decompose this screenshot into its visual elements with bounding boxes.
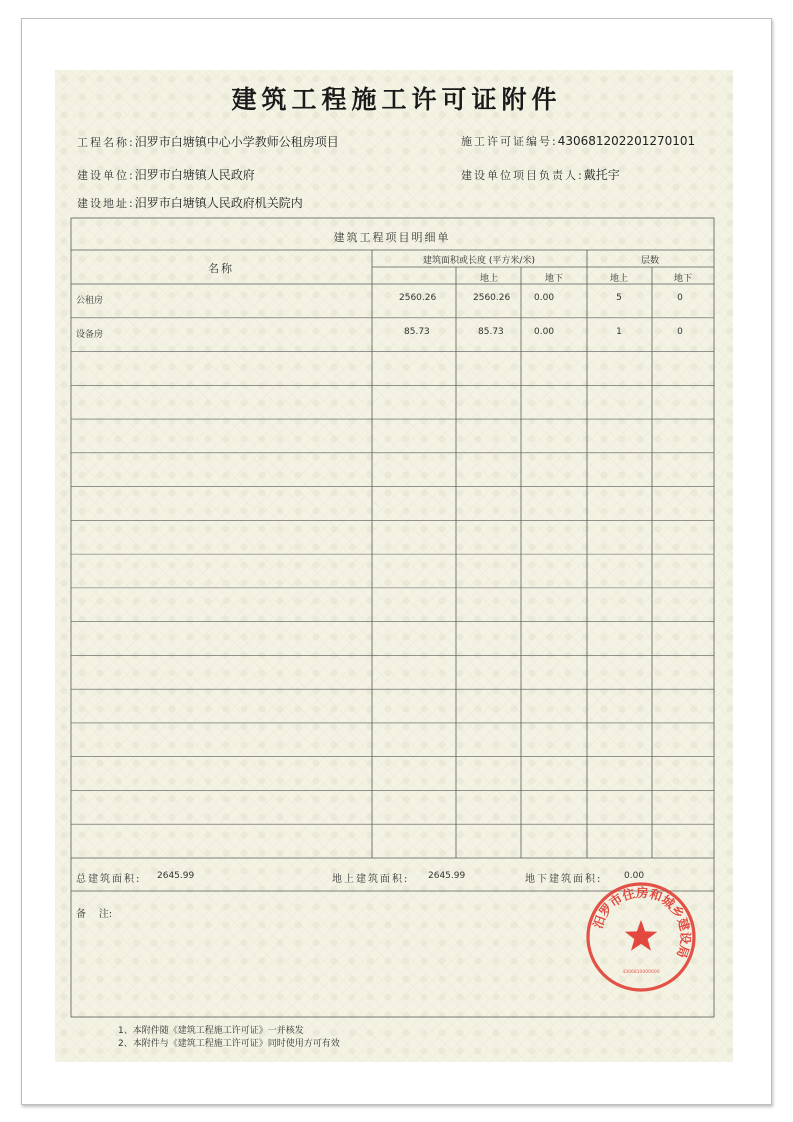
table-caption: 建筑工程项目明细单 — [333, 231, 451, 244]
col-header-name: 名称 — [208, 262, 234, 275]
project-name-label: 工程名称: — [77, 136, 135, 149]
permit-number-value: 430681202201270101 — [557, 134, 696, 148]
address-value: 汨罗市白塘镇人民政府机关院内 — [134, 196, 303, 210]
col-header-floors-below: 地下 — [673, 274, 693, 284]
col-header-floors-group: 层数 — [640, 256, 660, 266]
manager-field — [461, 166, 620, 183]
remarks-label: 备 注: — [76, 909, 113, 920]
permit-number-label: 施工许可证编号: — [461, 135, 558, 148]
below-area-value: 0.00 — [624, 871, 645, 881]
builder-value: 汨罗市白塘镇人民政府 — [134, 168, 255, 182]
builder-label: 建设单位: — [77, 169, 135, 182]
project-name-value: 汨罗市白塘镇中心小学教师公租房项目 — [134, 135, 339, 149]
col-header-area-below: 地下 — [544, 274, 564, 284]
document-title: 建筑工程施工许可证附件 — [231, 85, 562, 114]
row-1-total: 2560.26 — [399, 293, 437, 303]
row-2-floors-below: 0 — [677, 327, 683, 337]
row-1-floors-below: 0 — [677, 293, 683, 303]
above-area-value: 2645.99 — [428, 871, 466, 881]
seal-text: 汨罗市住房和城乡建设局 — [589, 884, 694, 961]
col-header-area-group: 建筑面积或长度 (平方米/米) — [423, 256, 535, 266]
note-2: 2、本附件与《建筑工程施工许可证》同时使用方可有效 — [118, 1039, 340, 1049]
official-seal-stamp — [584, 880, 698, 994]
col-header-floors-above: 地上 — [609, 274, 629, 284]
row-2-total: 85.73 — [404, 327, 430, 337]
address-field — [77, 194, 303, 211]
address-label: 建设地址: — [77, 197, 135, 210]
row-2-area-below: 0.00 — [534, 327, 555, 337]
row-1-area-below: 0.00 — [534, 293, 555, 303]
manager-label: 建设单位项目负责人: — [461, 169, 584, 182]
row-2-name: 设备房 — [76, 330, 104, 340]
below-area-label: 地下建筑面积: — [525, 874, 603, 885]
row-2-floors-above: 1 — [616, 327, 622, 337]
project-name-field — [77, 133, 339, 150]
permit-number-field — [461, 133, 695, 149]
manager-value: 戴托宇 — [583, 168, 620, 182]
total-area-value: 2645.99 — [157, 871, 195, 881]
total-area-label: 总建筑面积: — [76, 874, 142, 885]
builder-field — [77, 166, 255, 183]
col-header-area-above: 地上 — [479, 274, 499, 284]
row-1-floors-above: 5 — [616, 293, 622, 303]
row-2-area-above: 85.73 — [478, 327, 504, 337]
above-area-label: 地上建筑面积: — [332, 874, 410, 885]
row-1-name: 公租房 — [76, 296, 104, 306]
row-1-area-above: 2560.26 — [473, 293, 511, 303]
note-1: 1、本附件随《建筑工程施工许可证》一并核发 — [118, 1026, 304, 1036]
seal-code: 4306810000000 — [622, 970, 660, 975]
seal-star-icon — [625, 920, 657, 951]
